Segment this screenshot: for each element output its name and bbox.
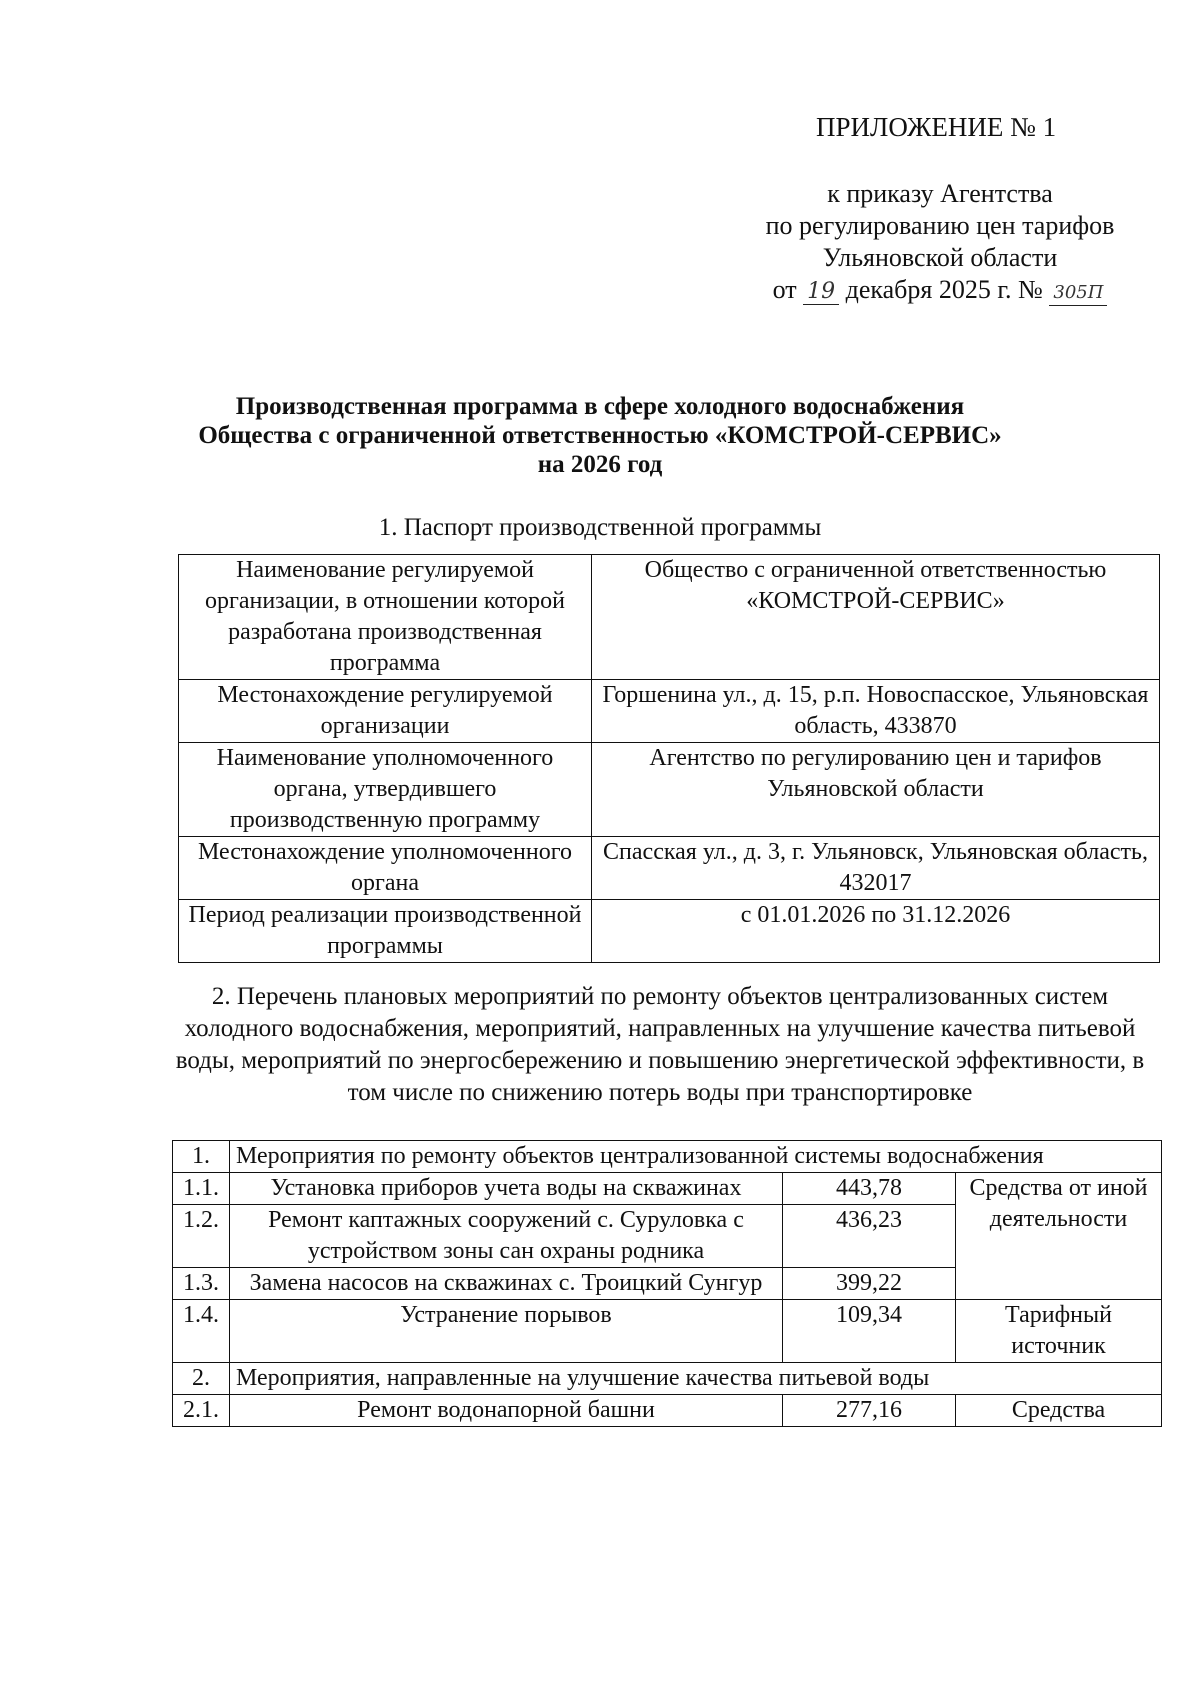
item-number: 1.4.: [173, 1300, 230, 1363]
passport-label: Наименование уполномоченного органа, утвердившего производственную программу: [179, 743, 592, 837]
item-source: Средства от иной деятельности: [956, 1173, 1162, 1300]
table-row: [173, 1363, 1162, 1395]
item-name: Ремонт каптажных сооружений с. Суруловка с устройством зоны сан охраны родника: [230, 1205, 783, 1268]
item-source: Тарифный источник: [956, 1300, 1162, 1363]
activities-table: [172, 1140, 1162, 1427]
order-date-line: [720, 274, 1160, 306]
passport-label: Местонахождение уполномоченного органа: [179, 837, 592, 900]
order-line: по регулированию цен тарифов: [765, 211, 1115, 240]
appendix-label: ПРИЛОЖЕНИЕ № 1: [816, 112, 1057, 142]
order-reference: [720, 178, 1160, 306]
passport-table: [178, 554, 1160, 963]
passport-value: Агентство по регулированию цен и тарифов Ульяновской области: [592, 743, 1160, 837]
group-title: Мероприятия, направленные на улучшение качества питьевой воды: [230, 1363, 1162, 1395]
item-number: 1.2.: [173, 1205, 230, 1268]
passport-value: Горшенина ул., д. 15, р.п. Новоспасское, Ульяновская область, 433870: [592, 680, 1160, 743]
item-sum: 277,16: [783, 1395, 956, 1427]
date-prefix: от: [772, 275, 797, 304]
passport-value: с 01.01.2026 по 31.12.2026: [592, 900, 1160, 963]
passport-label: Период реализации производственной программы: [179, 900, 592, 963]
table-row: [173, 1173, 1162, 1205]
table-row: [179, 900, 1160, 963]
passport-value: Общество с ограниченной ответственностью «КОМСТРОЙ-СЕРВИС»: [592, 555, 1160, 680]
date-rest: декабря 2025 г. №: [845, 275, 1043, 304]
group-number: 1.: [173, 1141, 230, 1173]
title-line: на 2026 год: [537, 451, 663, 478]
handwritten-order-number: 305П: [1049, 281, 1107, 306]
passport-label: Наименование регулируемой организации, в отношении которой разработана производственная программа: [179, 555, 592, 680]
handwritten-day: 19: [803, 280, 839, 305]
item-sum: 443,78: [783, 1173, 956, 1205]
table-row: [179, 743, 1160, 837]
passport-label: Местонахождение регулируемой организации: [179, 680, 592, 743]
passport-value: Спасская ул., д. 3, г. Ульяновск, Ульяновская область, 432017: [592, 837, 1160, 900]
item-name: Замена насосов на скважинах с. Троицкий Сунгур: [230, 1268, 783, 1300]
item-name: Устранение порывов: [230, 1300, 783, 1363]
item-sum: 109,34: [783, 1300, 956, 1363]
table-row: [173, 1395, 1162, 1427]
table-row: [173, 1300, 1162, 1363]
item-number: 1.1.: [173, 1173, 230, 1205]
group-title: Мероприятия по ремонту объектов централизованной системы водоснабжения: [230, 1141, 1162, 1173]
item-number: 2.1.: [173, 1395, 230, 1427]
item-name: Установка приборов учета воды на скважинах: [230, 1173, 783, 1205]
order-line: к приказу Агентства: [827, 179, 1053, 208]
section2-heading: 2. Перечень плановых мероприятий по ремонту объектов централизованных систем холодного водоснабжения, мероприятий, направленных на улучшение качества питьевой воды, мероприятий по энергосбережению и повышению энергетической эффективности, в том числе по снижению потерь воды при транспортировке: [175, 983, 1145, 1106]
title-line: Общества с ограниченной ответственностью «КОМСТРОЙ-СЕРВИС»: [198, 422, 1002, 449]
program-title: [180, 392, 1020, 479]
item-number: 1.3.: [173, 1268, 230, 1300]
table-row: [179, 555, 1160, 680]
item-sum: 436,23: [783, 1205, 956, 1268]
order-line: Ульяновской области: [822, 243, 1058, 272]
item-source: Средства: [956, 1395, 1162, 1427]
table-row: [179, 680, 1160, 743]
group-number: 2.: [173, 1363, 230, 1395]
section1-heading: 1. Паспорт производственной программы: [378, 514, 822, 541]
title-line: Производственная программа в сфере холодного водоснабжения: [235, 393, 965, 420]
table-row: [173, 1141, 1162, 1173]
item-name: Ремонт водонапорной башни: [230, 1395, 783, 1427]
item-sum: 399,22: [783, 1268, 956, 1300]
table-row: [179, 837, 1160, 900]
